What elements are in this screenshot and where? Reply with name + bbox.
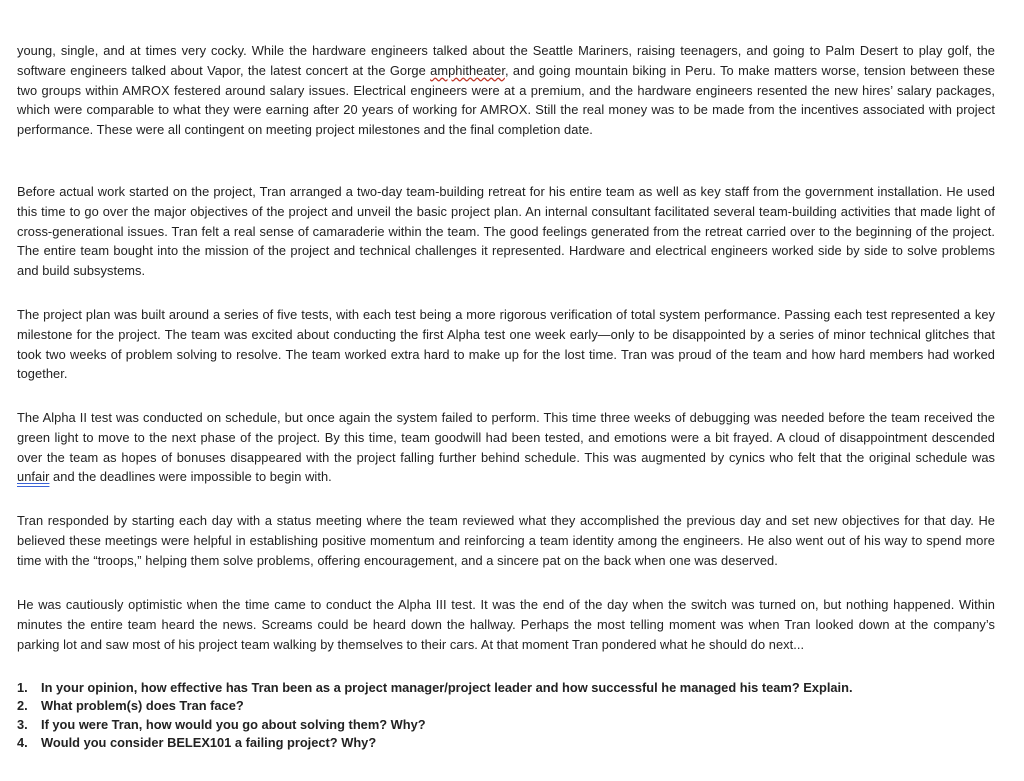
question-item xyxy=(17,679,995,697)
question-number: 4. xyxy=(17,735,28,751)
paragraph-text: , and going mountain biking in Peru. To make matters worse, tension between these two groups within AMROX festered around salary issues. Electrical engineers were at a premium, and the hardware engineers resented the new hires’ salary packages, which were comparable to what they were earning after 20 years of working for AMROX. Still the real money was to be made from the incentives associated with project performance. These were all contingent on meeting project milestones and the final completion date. xyxy=(17,62,995,138)
paragraph-project-plan: The project plan was built around a series of five tests, with each test being a more rigorous verification of total system performance. Passing each test represented a key milestone for the project. The team was excited about conducting the first Alpha test one week early—only to be disappointed by a series of minor technical glitches that took two weeks of problem solving to resolve. The team worked extra hard to make up for the lost time. Tran was proud of the team and how hard members had worked together. xyxy=(17,307,995,382)
question-text: Would you consider BELEX101 a failing project? Why? xyxy=(41,735,377,751)
question-item xyxy=(17,697,995,715)
question-text: If you were Tran, how would you go about solving them? Why? xyxy=(41,716,426,732)
question-text: In your opinion, how effective has Tran been as a project manager/project leader and how successful he managed his team? Explain. xyxy=(41,680,853,695)
paragraph-text: young, single, and at times very cocky. While the hardware engineers talked about the Seattle Mariners, raising teenagers, and going to Palm Desert to play golf, the software engineers talked about Vapor, the latest concert at the Gorge xyxy=(17,43,995,78)
question-number: 2. xyxy=(17,698,28,714)
question-item xyxy=(17,734,995,752)
question-list xyxy=(17,679,995,753)
paragraph-team-tension xyxy=(17,41,995,140)
paragraph-status-meetings: Tran responded by starting each day with a status meeting where the team reviewed what they accomplished the previous day and set new objectives for that day. He believed these meetings were helpful in establishing positive momentum and reinforcing a team identity among the engineers. He also went out of his way to spend more time with the “troops,” helping them solve problems, offering encouragement, and a sincere pat on the back when one was deserved. xyxy=(17,513,995,568)
spellcheck-flagged-word[interactable]: amphitheater xyxy=(430,62,505,78)
question-number: 1. xyxy=(17,680,28,695)
paragraph-alpha-ii xyxy=(17,408,995,487)
paragraph-retreat: Before actual work started on the project, Tran arranged a two-day team-building retreat for his entire team as well as key staff from the government installation. He used this time to go over the major objectives of the project and unveil the basic project plan. An internal consultant facilitated several team-building activities that made light of cross-generational issues. Tran felt a real sense of camaraderie within the team. The good feelings generated from the retreat carried over to the beginning of the project. The entire team bought into the mission of the project and technical challenges it represented. Hardware and electrical engineers worked side by side to solve problems and build subsystems. xyxy=(17,184,995,279)
paragraph-alpha-iii: He was cautiously optimistic when the time came to conduct the Alpha III test. It was the end of the day when the switch was turned on, but nothing happened. Within minutes the entire team heard the news. Screams could be heard down the hallway. Perhaps the most telling moment was when Tran looked down at the company’s parking lot and saw most of his project team walking by themselves to their cars. At that moment Tran pondered what he should do next... xyxy=(17,597,995,652)
question-text: What problem(s) does Tran face? xyxy=(41,698,244,714)
paragraph-text: and the deadlines were impossible to begin with. xyxy=(49,469,332,485)
grammar-flagged-word[interactable]: unfair xyxy=(17,469,50,485)
question-item xyxy=(17,716,995,734)
paragraph-text: The Alpha II test was conducted on schedule, but once again the system failed to perform. This time three weeks of debugging was needed before the team received the green light to move to the next phase of the project. By this time, team goodwill had been tested, and emotions were a bit frayed. A cloud of disappointment descended over the team as hopes of bonuses disappeared with the project falling further behind schedule. This was augmented by cynics who felt that the original schedule was xyxy=(17,410,995,465)
question-number: 3. xyxy=(17,716,28,732)
